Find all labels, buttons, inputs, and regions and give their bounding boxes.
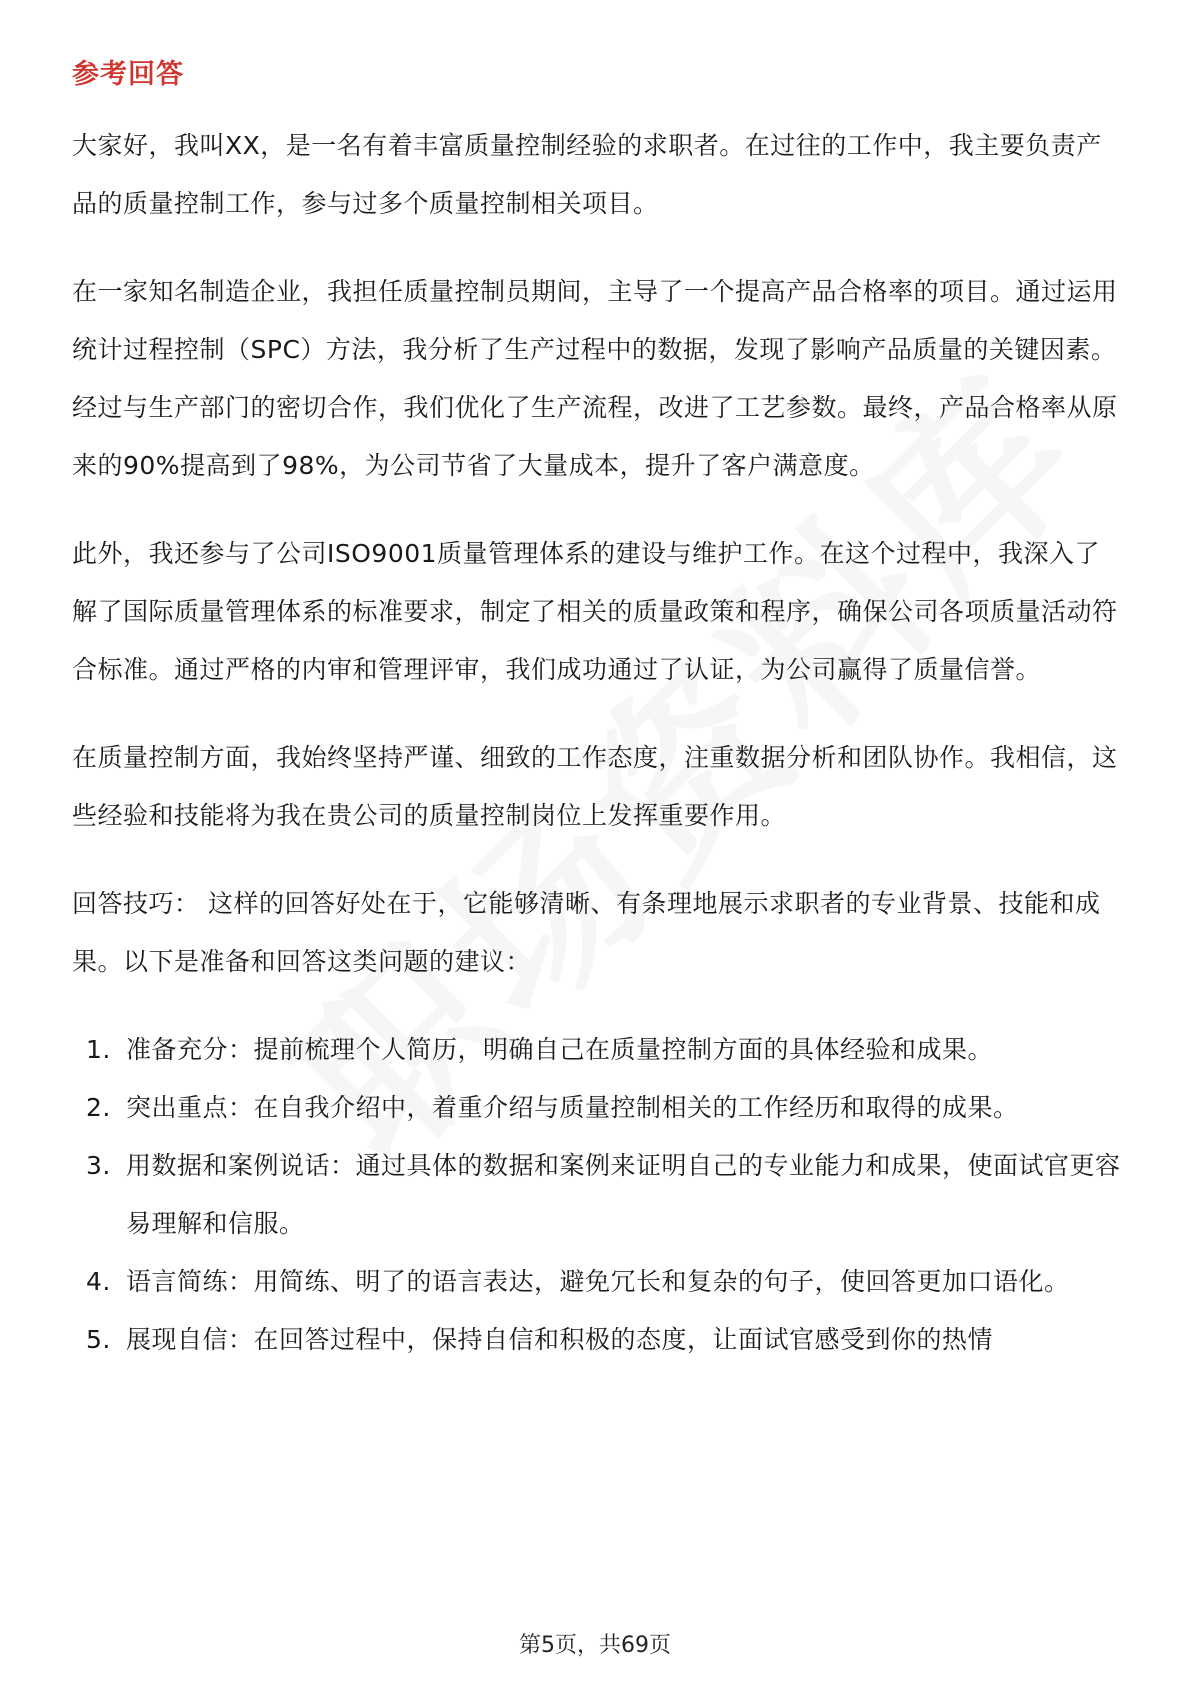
paragraph-project: 在一家知名制造企业，我担任质量控制员期间，主导了一个提高产品合格率的项目。通过运用统计过程控制（SPC）方法，我分析了生产过程中的数据，发现了影响产品质量的关键因素。经过与生产部门的密切合作，我们优化了生产流程，改进了工艺参数。最终，产品合格率从原来的90%提高到了98%，为公司节省了大量成本，提升了客户满意度。 xyxy=(72,277,1118,480)
list-number: 2. xyxy=(86,1093,111,1122)
list-item xyxy=(72,1137,1124,1253)
tips-list xyxy=(72,1021,1124,1369)
answer-content xyxy=(72,117,1124,1369)
section-title: 参考回答 xyxy=(72,59,184,90)
page-number-footer: 第5页，共69页 xyxy=(519,1633,671,1658)
list-text: 突出重点：在自我介绍中，着重介绍与质量控制相关的工作经历和取得的成果。 xyxy=(126,1093,1019,1122)
list-number: 3. xyxy=(86,1151,111,1180)
list-text: 展现自信：在回答过程中，保持自信和积极的态度，让面试官感受到你的热情 xyxy=(126,1325,994,1354)
list-number: 4. xyxy=(86,1267,111,1296)
paragraph-intro: 大家好，我叫XX，是一名有着丰富质量控制经验的求职者。在过往的工作中，我主要负责产品的质量控制工作，参与过多个质量控制相关项目。 xyxy=(72,131,1102,218)
list-item xyxy=(72,1021,1124,1079)
list-text: 用数据和案例说话：通过具体的数据和案例来证明自己的专业能力和成果，使面试官更容易理解和信服。 xyxy=(126,1151,1121,1238)
list-number: 5. xyxy=(86,1325,111,1354)
paragraph-iso: 此外，我还参与了公司ISO9001质量管理体系的建设与维护工作。在这个过程中，我深入了解了国际质量管理体系的标准要求，制定了相关的质量政策和程序，确保公司各项质量活动符合标准。通过严格的内审和管理评审，我们成功通过了认证，为公司赢得了质量信誉。 xyxy=(72,539,1118,684)
paragraph-tips-intro: 回答技巧： 这样的回答好处在于，它能够清晰、有条理地展示求职者的专业背景、技能和成果。以下是准备和回答这类问题的建议： xyxy=(72,889,1101,976)
list-text: 准备充分：提前梳理个人简历，明确自己在质量控制方面的具体经验和成果。 xyxy=(126,1035,994,1064)
list-number: 1. xyxy=(86,1035,111,1064)
paragraph-summary: 在质量控制方面，我始终坚持严谨、细致的工作态度，注重数据分析和团队协作。我相信，这些经验和技能将为我在贵公司的质量控制岗位上发挥重要作用。 xyxy=(72,743,1118,830)
list-text: 语言简练：用简练、明了的语言表达，避免冗长和复杂的句子，使回答更加口语化。 xyxy=(126,1267,1070,1296)
list-item xyxy=(72,1253,1124,1311)
list-item xyxy=(72,1079,1124,1137)
list-item xyxy=(72,1311,1124,1369)
